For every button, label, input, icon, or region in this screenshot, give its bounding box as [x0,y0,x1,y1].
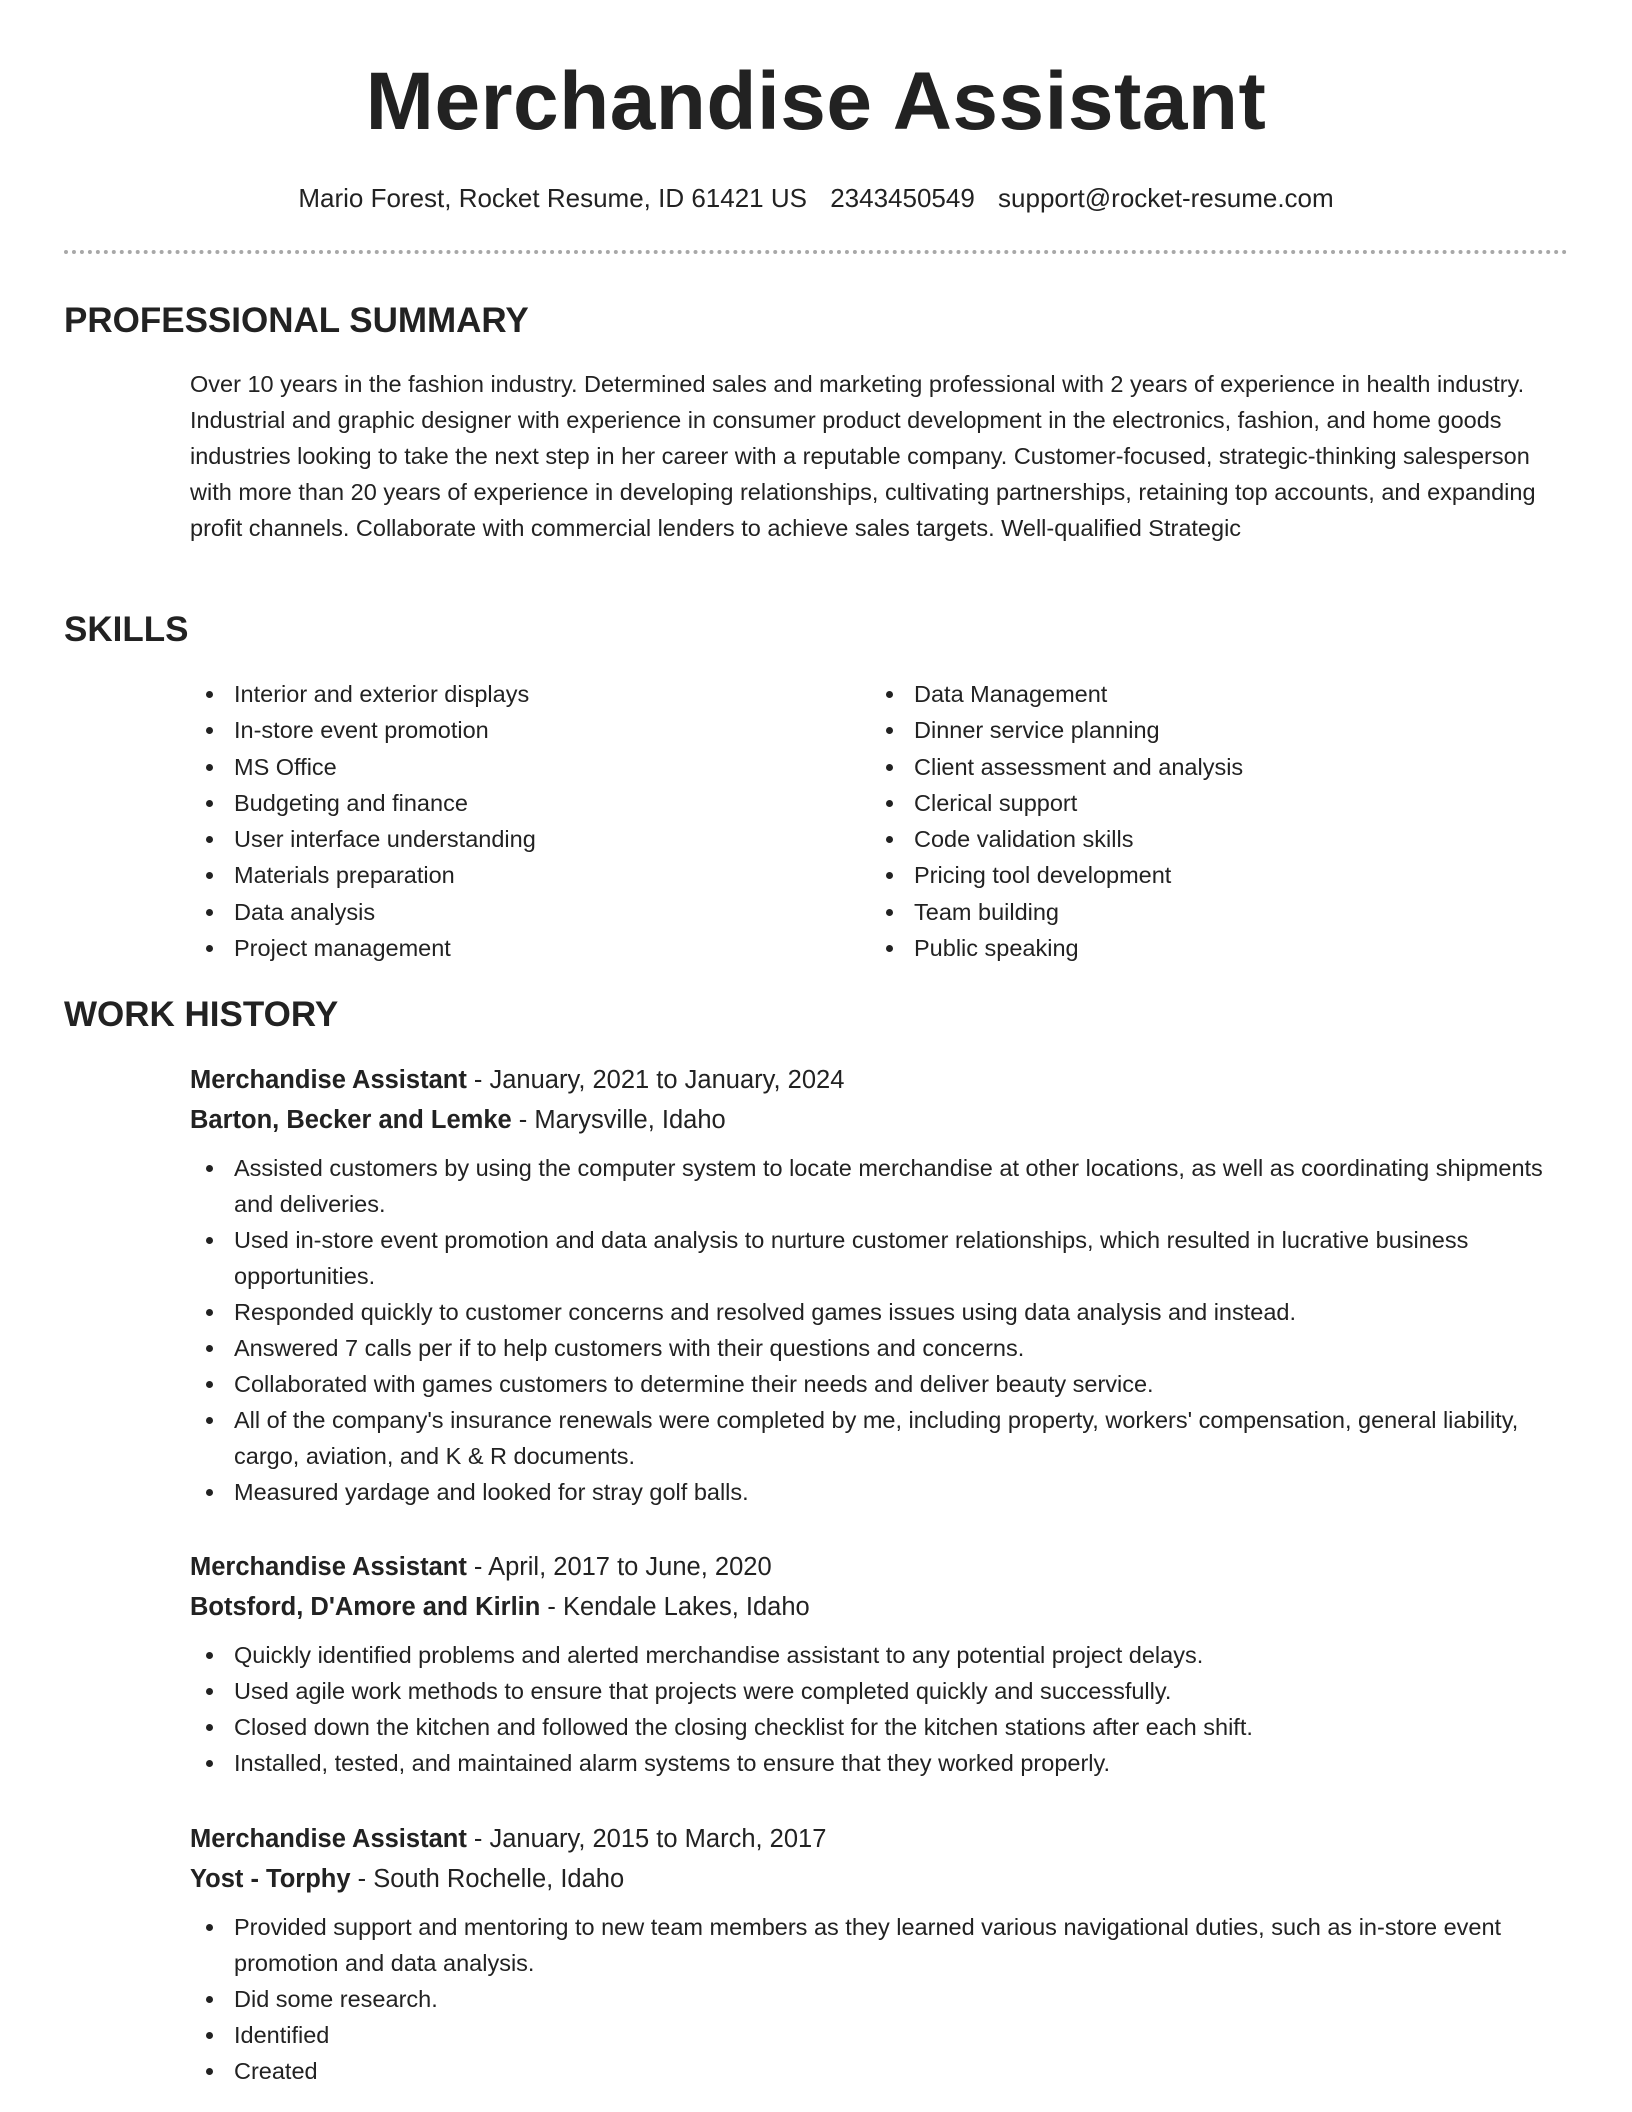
job-company: Barton, Becker and Lemke [190,1106,512,1134]
header-divider [64,250,1568,254]
work-history-heading: WORK HISTORY [64,995,339,1034]
job-bullets [190,1909,1570,2089]
job-title: Merchandise Assistant [190,1066,467,1094]
skills-heading: SKILLS [64,610,189,649]
job-location: - Kendale Lakes, Idaho [540,1593,810,1621]
job-bullet: Identified [190,2017,1570,2053]
job-bullets [190,1637,1570,1781]
skill-item: Materials preparation [190,857,536,893]
job-company: Botsford, D'Amore and Kirlin [190,1593,541,1621]
skills-list-left [190,676,536,966]
skill-item: Code validation skills [870,821,1243,857]
job-bullet: Did some research. [190,1981,1570,2017]
job-company: Yost - Torphy [190,1865,351,1893]
skill-item: Data analysis [190,894,536,930]
skill-item: Interior and exterior displays [190,676,536,712]
job-dates: - January, 2021 to January, 2024 [466,1066,845,1094]
job-bullet: Quickly identified problems and alerted merchandise assistant to any potential project delays. [190,1637,1570,1673]
job-company-line [190,1859,1570,1899]
job-location: - South Rochelle, Idaho [350,1865,625,1893]
skill-item: Project management [190,930,536,966]
skill-item: Budgeting and finance [190,785,536,821]
job-bullet: Closed down the kitchen and followed the closing checklist for the kitchen stations after each shift. [190,1709,1570,1745]
skill-item: User interface understanding [190,821,536,857]
job-title: Merchandise Assistant [190,1825,467,1853]
job-bullet: Used in-store event promotion and data analysis to nurture customer relationships, which resulted in lucrative business opportunities. [190,1222,1570,1294]
job-title-line [190,1060,1570,1100]
job-bullets [190,1150,1570,1510]
summary-text: Over 10 years in the fashion industry. Determined sales and marketing professional with 2 years of experience in health industry. Industrial and graphic designer with experience in consumer product development in the electronics, fashion, and home goods industries looking to take the next step in her career with a reputable company. Customer-focused, strategic-thinking salesperson with more than 20 years of experience in developing relationships, cultivating partnerships, retaining top accounts, and expanding profit channels. Collaborate with commercial lenders to achieve sales targets. Well-qualified Strategic [190,371,1536,541]
job-location: - Marysville, Idaho [511,1106,726,1134]
summary-heading: PROFESSIONAL SUMMARY [64,301,529,340]
skill-item: Client assessment and analysis [870,749,1243,785]
job-bullet: Created [190,2053,1570,2089]
job-bullet: Responded quickly to customer concerns and resolved games issues using data analysis and instead. [190,1294,1570,1330]
job-title-line [190,1819,1570,1859]
resume-title: Merchandise Assistant [365,56,1267,147]
skill-item: Team building [870,894,1243,930]
contact-phone: 2343450549 [830,183,975,213]
job-bullet: Collaborated with games customers to determine their needs and deliver beauty service. [190,1366,1570,1402]
skill-item: Dinner service planning [870,712,1243,748]
job-bullet: All of the company's insurance renewals were completed by me, including property, workers' compensation, general liability, cargo, aviation, and K & R documents. [190,1402,1570,1474]
job-dates: - January, 2015 to March, 2017 [466,1825,827,1853]
skill-item: Public speaking [870,930,1243,966]
contact-line [0,180,1632,216]
skill-item: In-store event promotion [190,712,536,748]
skill-item: Clerical support [870,785,1243,821]
job-company-line [190,1587,1570,1627]
job-company-line [190,1100,1570,1140]
skill-item: Pricing tool development [870,857,1243,893]
job-title-line [190,1547,1570,1587]
job-entry [190,1819,1570,2089]
job-bullet: Provided support and mentoring to new team members as they learned various navigational duties, such as in-store event promotion and data analysis. [190,1909,1570,1981]
job-dates: - April, 2017 to June, 2020 [466,1553,772,1581]
job-bullet: Answered 7 calls per if to help customers with their questions and concerns. [190,1330,1570,1366]
contact-email: support@rocket-resume.com [998,183,1334,213]
job-bullet: Measured yardage and looked for stray golf balls. [190,1474,1570,1510]
job-bullet: Used agile work methods to ensure that projects were completed quickly and successfully. [190,1673,1570,1709]
skills-list-right [870,676,1243,966]
skill-item: Data Management [870,676,1243,712]
job-entry [190,1547,1570,1781]
job-title: Merchandise Assistant [190,1553,467,1581]
job-bullet: Assisted customers by using the computer system to locate merchandise at other locations, as well as coordinating shipments and deliveries. [190,1150,1570,1222]
job-entry [190,1060,1570,1510]
skill-item: MS Office [190,749,536,785]
job-bullet: Installed, tested, and maintained alarm systems to ensure that they worked properly. [190,1745,1570,1781]
contact-address: Mario Forest, Rocket Resume, ID 61421 US [298,183,807,213]
